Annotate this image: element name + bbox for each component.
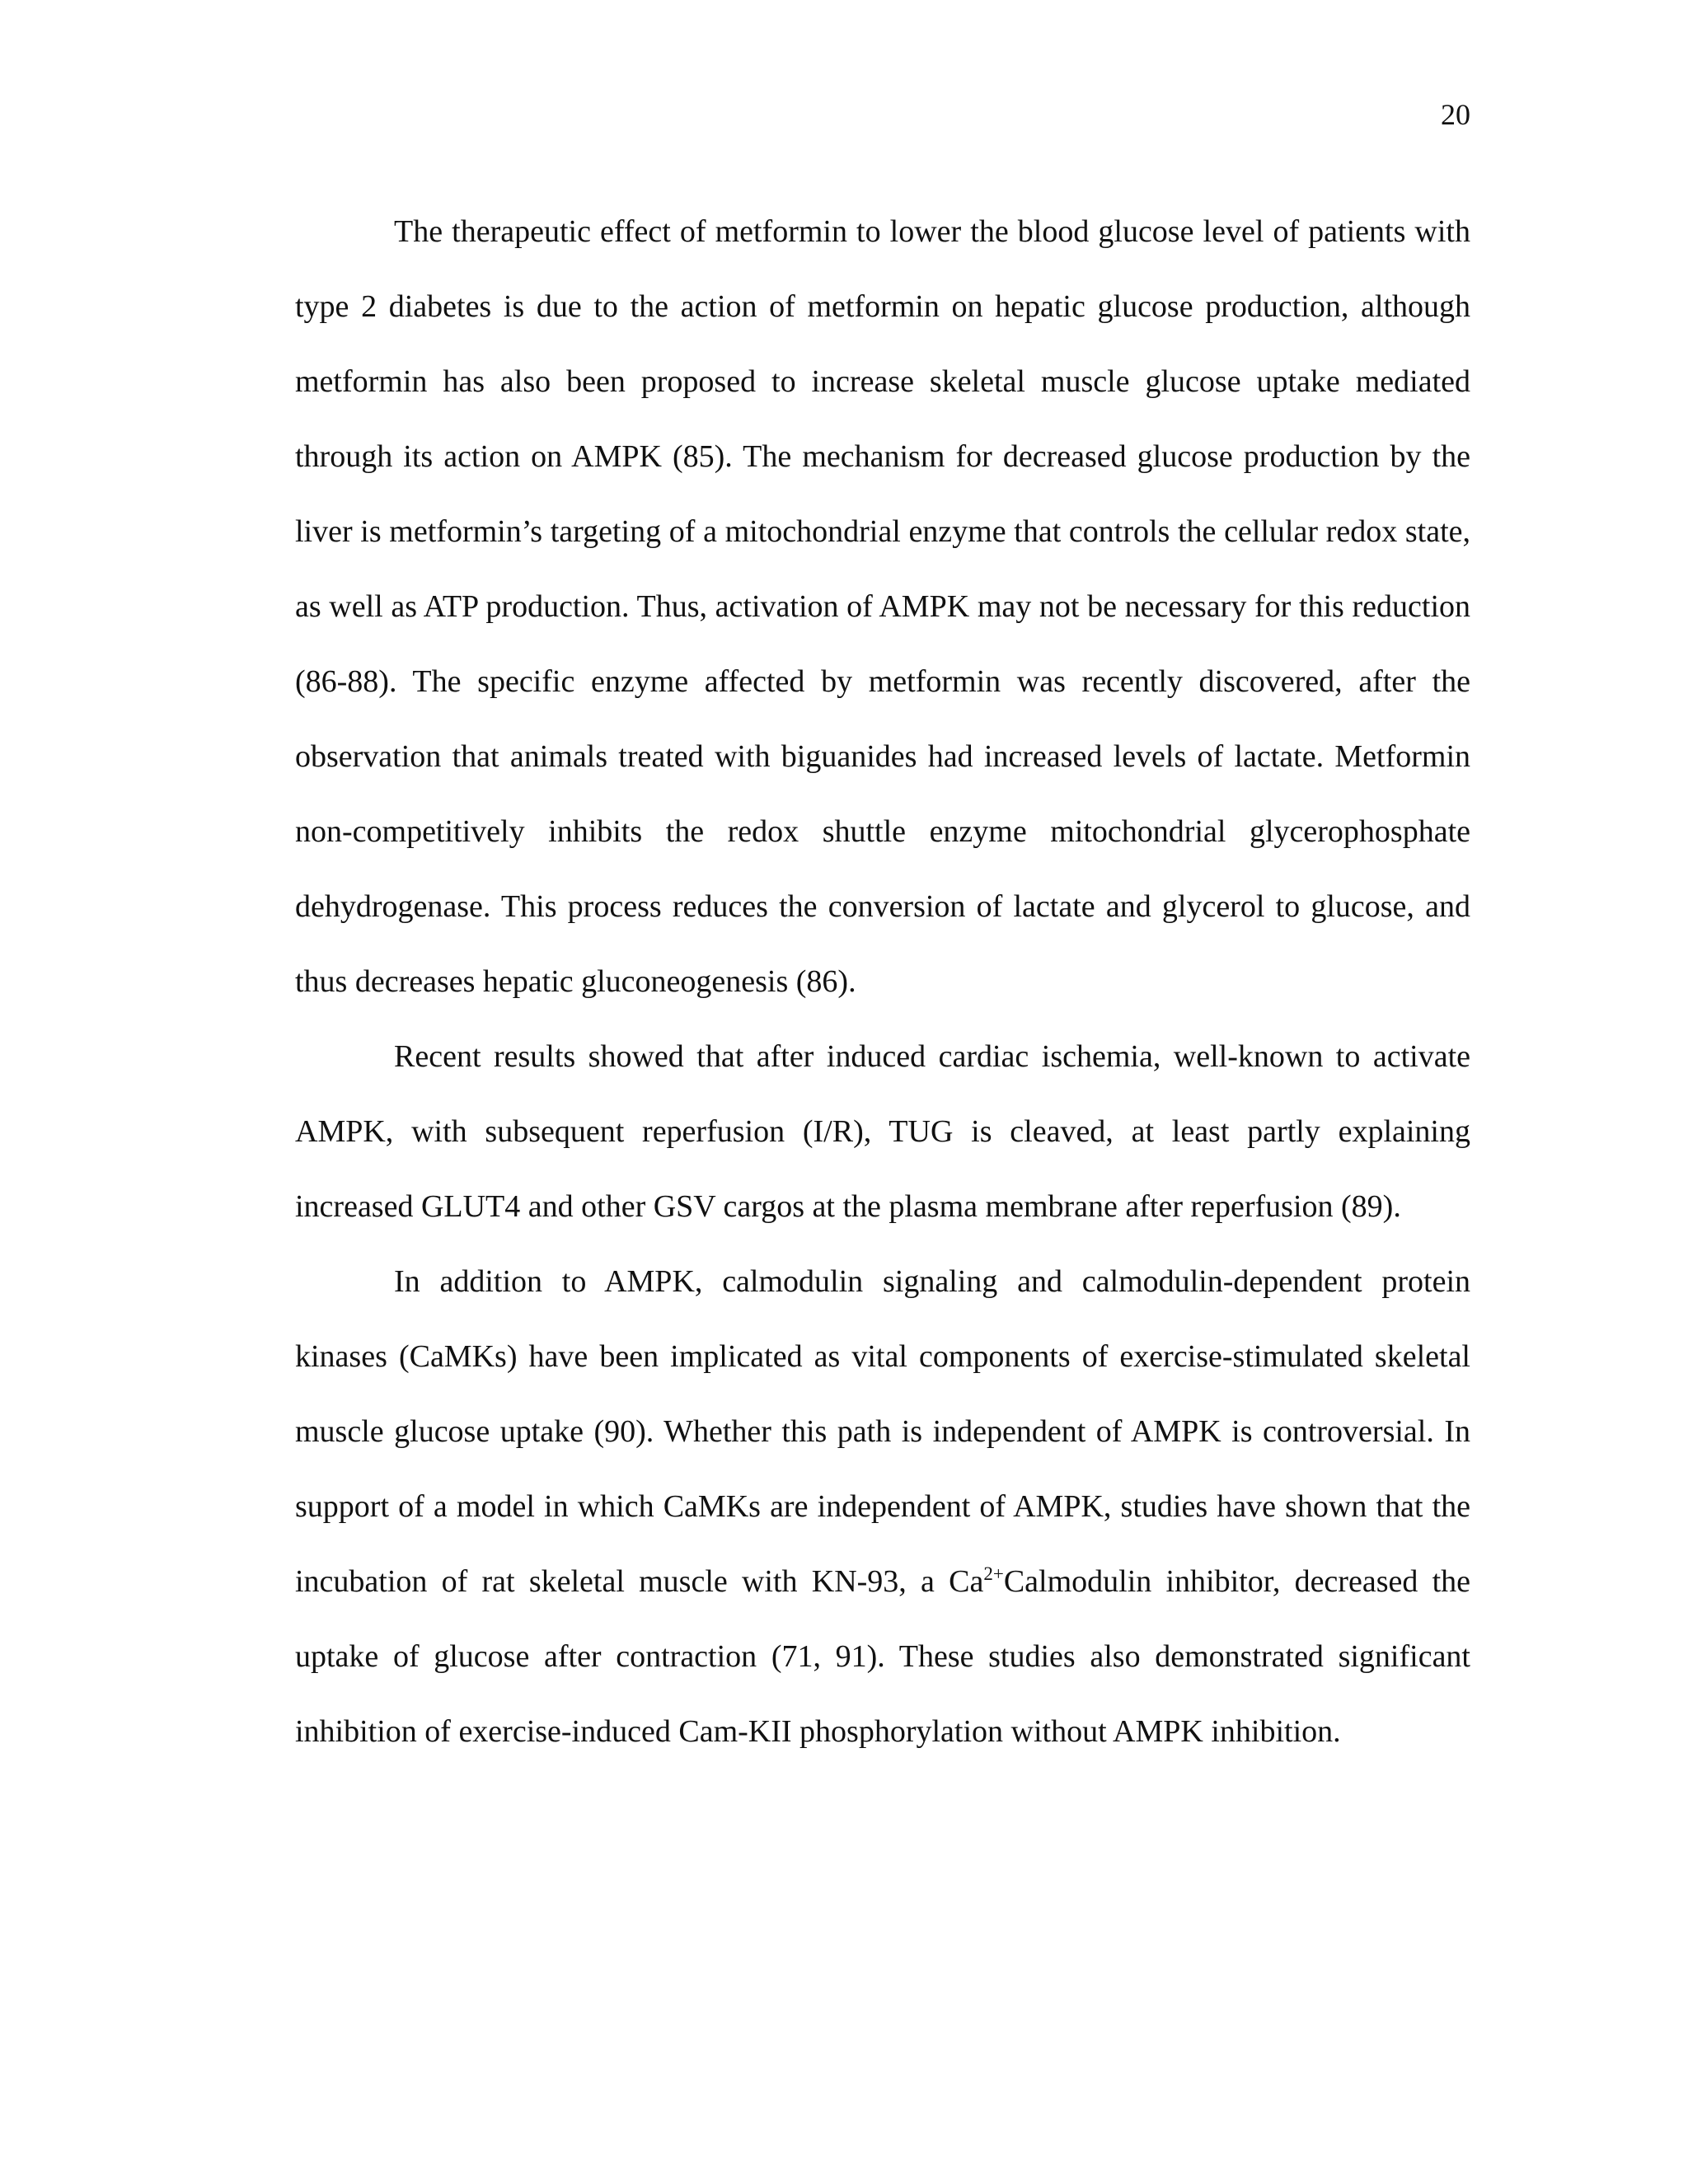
paragraph-ischemia-reperfusion: Recent results showed that after induced cardiac ischemia, well-known to activate AMPK, with subsequent reperfusion (I/R), TUG is cleaved, at least partly explaining increased GLUT4 and other GSV cargos at the plasma membrane after reperfusion (89). bbox=[295, 1039, 1470, 1224]
calcium-charge-superscript: 2+ bbox=[983, 1563, 1004, 1584]
page-number: 20 bbox=[1441, 98, 1470, 131]
paragraph-metformin: The therapeutic effect of metformin to lower the blood glucose level of patients with type 2 diabetes is due to the action of metformin on hepatic glucose production, although metformin has also been proposed to increase skeletal muscle glucose uptake mediated through its action on AMPK (85). The mechanism for decreased glucose production by the liver is metformin’s targeting of a mitochondrial enzyme that controls the cellular redox state, as well as ATP production. Thus, activation of AMPK may not be necessary for this reduction (86-88). The specific enzyme affected by metformin was recently discovered, after the observation that animals treated with biguanides had increased levels of lactate. Metformin non-competitively inhibits the redox shuttle enzyme mitochondrial glycerophosphate dehydrogenase. This process reduces the conversion of lactate and glycerol to glucose, and thus decreases hepatic gluconeogenesis (86). bbox=[295, 214, 1470, 999]
body-text bbox=[295, 194, 1470, 1769]
paragraph-camk-text-end: Calmodulin inhibitor, decreased the uptake of glucose after contraction (71, 91). These studies also demonstrated significant inhibition of exercise-induced Cam-KII phosphorylation without AMPK inhibition. bbox=[295, 1564, 1470, 1749]
paragraph-camk-text-start: In addition to AMPK, calmodulin signaling and calmodulin-dependent protein kinases (CaMKs) have been implicated as vital components of exercise-stimulated skeletal muscle glucose uptake (90). Whether this path is independent of AMPK is controversial. In support of a model in which CaMKs are independent of AMPK, studies have shown that the incubation of rat skeletal muscle with KN-93, a Ca bbox=[295, 1264, 1470, 1599]
paragraph-camk-signaling bbox=[295, 1244, 1470, 1769]
